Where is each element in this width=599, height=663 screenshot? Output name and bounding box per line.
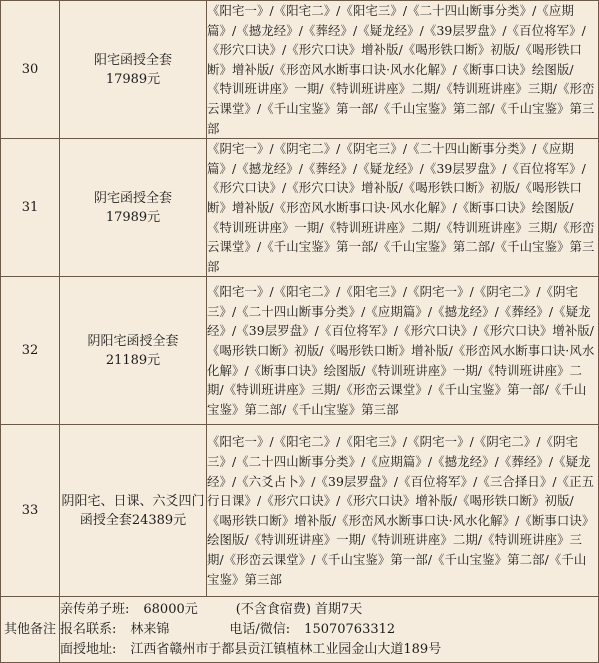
package-name: 阳宅函授全套: [93, 52, 172, 68]
package-contents: 《阳宅一》/《阳宅二》/《阳宅三》/《阴宅一》/《阴宅二》/《阴宅三》/《二十四山断事分类》/《应期篇》/《撼龙经》/《葬经》/《疑龙经》/《六爻占卜》/《39层罗盘》/《百位将军》/《三合择日》/《正五行日课》/《形穴口诀》/《形穴口诀》增补版/《喝形铁口断》初版/《喝形铁口断》增补版/《形峦风水断事口诀·风水化解》/《断事口诀》绘图版/《特训班讲座》一期/《特训班讲座》二期/《特训班讲座》三期/《形峦云课堂》/《千山宝鉴》第一部/《千山宝鉴》第二部/《千山宝鉴》第三部: [207, 425, 599, 597]
phone-label: 电话/微信:: [229, 621, 291, 637]
table-row: [1, 277, 599, 425]
disciple-class-price: 68000元: [143, 601, 198, 617]
package-contents: 《阳宅一》/《阳宅二》/《阳宅三》/《二十四山断事分类》/《应期篇》/《撼龙经》/《葬经》/《疑龙经》/《39层罗盘》/《百位将军》/《形穴口诀》/《形穴口诀》增补版/《喝形铁口断》初版/《喝形铁口断》增补版/《形峦风水断事口诀·风水化解》/《断事口诀》绘图版/《特训班讲座》一期/《特训班讲座》二期/《特训班讲座》三期/《形峦云课堂》/《千山宝鉴》第一部/《千山宝鉴》第二部/《千山宝鉴》第三部: [207, 1, 599, 139]
row-number: 31: [1, 139, 60, 277]
table-row: [1, 139, 599, 277]
package-name: 阴阳宅函授全套: [87, 333, 179, 349]
other-notes-row: [1, 597, 599, 663]
package-price: 21189元: [105, 352, 161, 368]
package-price: 17989元: [105, 209, 161, 225]
package-name-cell: [60, 139, 207, 277]
table-row: [1, 1, 599, 139]
contact-label: 报名联系:: [60, 621, 117, 637]
table-row: [1, 425, 599, 597]
row-number: 32: [1, 277, 60, 425]
contact-line: [60, 620, 598, 640]
package-contents: 《阴宅一》/《阴宅二》/《阴宅三》/《二十四山断事分类》/《应期篇》/《撼龙经》/《葬经》/《疑龙经》/《39层罗盘》/《百位将军》/《形穴口诀》/《形穴口诀》增补版/《喝形铁口断》初版/《喝形铁口断》增补版/《形峦风水断事口诀·风水化解》/《断事口诀》绘图版/《特训班讲座》一期/《特训班讲座》二期/《特训班讲座》三期/《形峦云课堂》/《千山宝鉴》第一部/《千山宝鉴》第二部/《千山宝鉴》第三部: [207, 139, 599, 277]
phone-number: 15070763312: [304, 621, 396, 637]
package-price: 17989元: [105, 71, 161, 87]
other-notes-content: [60, 597, 599, 663]
disciple-class-line: [60, 600, 598, 620]
disciple-class-note: (不含食宿费) 首期7天: [235, 601, 363, 617]
disciple-class-label: 亲传弟子班:: [60, 601, 130, 617]
other-notes-label: 其他备注: [1, 597, 60, 663]
package-name-cell: [60, 425, 207, 597]
package-contents: 《阳宅一》/《阳宅二》/《阳宅三》/《阴宅一》/《阴宅二》/《阴宅 三》/《二十四山断事分类》/《应期篇》/《撼龙经》/《葬经》/《疑龙经》/《39层罗盘》/《百位将军》/《形穴口诀》/《形穴口诀》增补版/《喝形铁口断》初版/《喝形铁口断》增补版/《形峦风水断事口诀·风水化解》/《断事口诀》绘图版/《特训班讲座》一期/《特训班讲座》二期/《特训班讲座》三期/《形峦云课堂》/《千山宝鉴》第一部/《千山宝鉴》第二部/《千山宝鉴》第三部: [207, 277, 599, 425]
package-name: 阴阳宅、日课、六爻四门函授全套24389元: [61, 493, 205, 528]
row-number: 33: [1, 425, 60, 597]
address-label: 面授地址:: [60, 641, 117, 657]
address-text: 江西省赣州市于都县贡江镇植林工业园金山大道189号: [130, 641, 442, 657]
package-name-cell: [60, 1, 207, 139]
contact-name: 林来锦: [130, 621, 170, 637]
package-name: 阴宅函授全套: [93, 190, 172, 206]
address-line: [60, 640, 598, 660]
package-name-cell: [60, 277, 207, 425]
row-number: 30: [1, 1, 60, 139]
